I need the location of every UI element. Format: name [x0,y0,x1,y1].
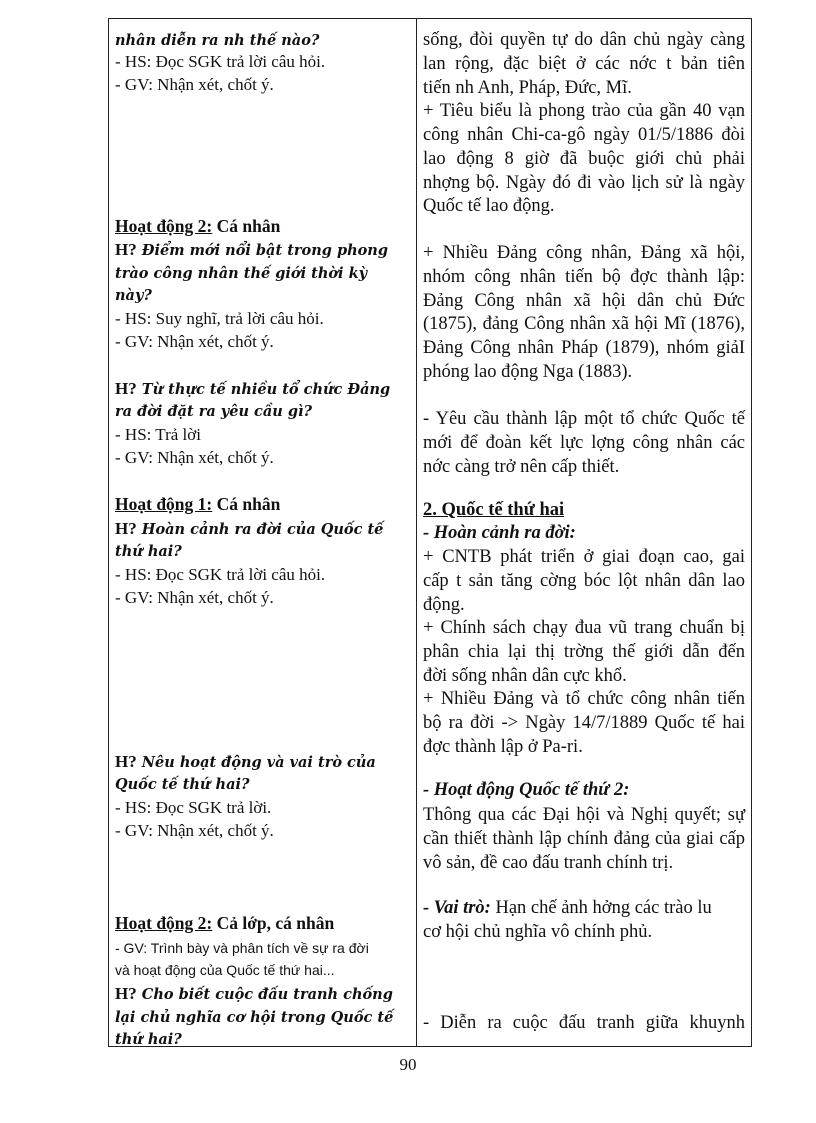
body-text: Đảng Công nhân Pháp (1879), nhóm giảI [423,338,745,358]
question-text: thứ hai? [115,1031,182,1048]
body-text: Đảng Công nhân xã hội dân chủ Đức [423,291,745,311]
teacher-activity-column [115,19,409,1046]
question-text: ra đời đặt ra yêu cầu gì? [115,403,313,420]
student-response: - HS: Suy nghĩ, trả lời câu hỏi. [115,309,324,328]
body-text: lao động 8 giờ đã buộc giới chủ phải [423,149,745,169]
body-text: phóng lao động Nga (1883). [423,362,633,382]
body-text: mới để đoàn kết lực lợng công nhân các [423,433,745,453]
content-column [423,19,745,1046]
section-heading: 2. Quốc tế thứ hai [423,500,565,520]
student-response: - HS: Trả lời [115,425,201,444]
question-text: H? Nêu hoạt động và vai trò của [115,752,376,771]
body-text: Quốc tế lao động. [423,196,555,216]
teacher-response: - GV: Nhận xét, chốt ý. [115,332,274,351]
teacher-response: - GV: Trình bày và phân tích về sự ra đời [115,940,369,956]
body-text: (1875), đảng Công nhân xã hội Mĩ (1876), [423,314,745,334]
body-text: - Yêu cầu thành lập một tổ chức Quốc tế [423,409,745,429]
teacher-response: - GV: Nhận xét, chốt ý. [115,75,274,94]
body-text: đợc thành lập ở Pa-ri. [423,737,583,757]
body-text: + Nhiều Đảng và tổ chức công nhân tiến [423,689,745,709]
question-text: H? Điểm mới nổi bật trong phong [115,240,388,259]
question-text: Quốc tế thứ hai? [115,776,250,793]
question-text: này? [115,287,152,304]
question-text: nhân diễn ra nh thế nào? [115,32,320,49]
question-label: H? [115,240,137,259]
question-label: H? [115,379,137,398]
body-text: nhợng bộ. Ngày đó đi vào lịch sử là ngày [423,173,745,193]
body-text: công nhân Chi-ca-gô ngày 01/5/1886 đòi [423,125,745,145]
student-response: - HS: Đọc SGK trả lời. [115,798,272,817]
student-response: - HS: Đọc SGK trả lời câu hỏi. [115,52,326,71]
activity-label: Hoạt động 2: [115,216,213,236]
body-text: vô sản, đề cao đấu tranh chính trị. [423,853,674,873]
body-text: bộ ra đời -> Ngày 14/7/1889 Quốc tế hai [423,713,745,733]
body-text: cơ hội chủ nghĩa vô chính phủ. [423,922,653,942]
question-text: trào công nhân thế giới thời kỳ [115,265,368,282]
teacher-response: - GV: Nhận xét, chốt ý. [115,821,274,840]
body-text: lan rộng, đặc biệt ở các nớc t bản tiên [423,54,745,74]
question-text: H? Cho biết cuộc đấu tranh chống [115,984,393,1003]
activity-mode: Cá nhân [212,216,281,236]
role-label: - Vai trò: [423,898,491,918]
body-text: Thông qua các Đại hội và Nghị quyết; sự [423,805,745,825]
body-text: + CNTB phát triển ở giai đoạn cao, gai [423,547,745,567]
body-text: cần thiết thành lập chính đảng của giai cấp [423,829,745,849]
question-label: H? [115,519,137,538]
body-text: đời sống nhân dân cực khổ. [423,666,627,686]
teacher-response: - GV: Nhận xét, chốt ý. [115,448,274,467]
column-divider [416,19,417,1046]
activity-mode: Cá nhân [212,494,281,514]
body-text: - Vai trò: Hạn chế ảnh hởng các trào lu [423,898,712,918]
lesson-table [108,18,752,1047]
page-number: 90 [399,1055,417,1074]
question-text: H? Từ thực tế nhiều tổ chức Đảng [115,379,391,398]
body-text: + Tiêu biểu là phong trào của gần 40 vạn [423,101,745,121]
body-text: + Chính sách chạy đua vũ trang chuẩn bị [423,618,745,638]
activity-label: Hoạt động 1: [115,494,213,514]
teacher-response: và hoạt động của Quốc tế thứ hai... [115,962,335,978]
body-text: + Nhiều Đảng công nhân, Đảng xã hội, [423,243,745,263]
activity-mode: Cả lớp, cá nhân [212,913,335,933]
body-text: - Diễn ra cuộc đấu tranh giữa khuynh [423,1013,745,1033]
activity-heading [115,215,280,238]
body-text: nớc càng trở nên cấp thiết. [423,457,620,477]
teacher-response: - GV: Nhận xét, chốt ý. [115,588,274,607]
body-text: tiến nh Anh, Pháp, Đức, Mĩ. [423,78,632,98]
question-text: lại chủ nghĩa cơ hội trong Quốc tế [115,1009,394,1026]
subsection-heading: - Hoàn cảnh ra đời: [423,523,576,543]
body-text: động. [423,595,465,615]
activity-label: Hoạt động 2: [115,913,213,933]
activity-heading [115,493,280,516]
body-text: phân chia lại thị trờng thế giới dẫn đến [423,642,745,662]
question-text: H? Hoàn cảnh ra đời của Quốc tế [115,519,384,538]
body-text: nhóm công nhân tiến bộ đợc thành lập: [423,267,745,287]
student-response: - HS: Đọc SGK trả lời câu hỏi. [115,565,326,584]
activity-heading [115,912,334,935]
question-label: H? [115,984,137,1003]
body-text: cấp t sản tăng cờng bóc lột nhân dân lao [423,571,745,591]
body-text: sống, đòi quyền tự do dân chủ ngày càng [423,30,745,50]
subsection-heading: - Hoạt động Quốc tế thứ 2: [423,780,630,800]
question-text: thứ hai? [115,543,182,560]
question-label: H? [115,752,137,771]
